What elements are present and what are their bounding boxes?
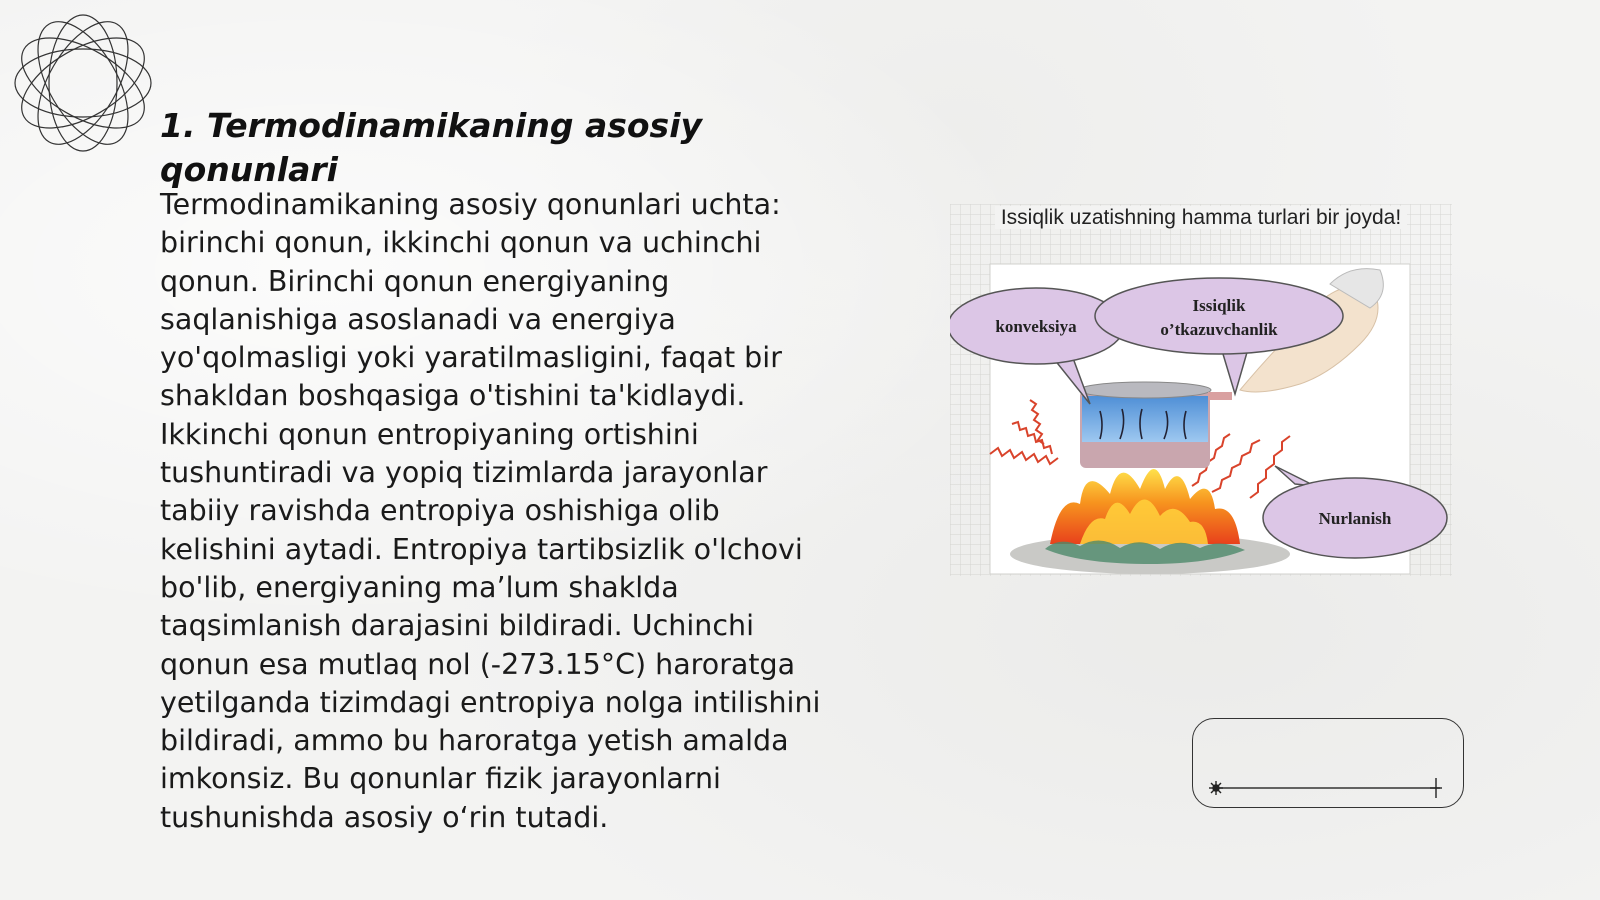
heat-transfer-figure — [950, 204, 1452, 576]
heat-transfer-illustration — [950, 204, 1452, 576]
convection-label: konveksiya — [995, 317, 1077, 336]
timeline-line-icon — [1192, 718, 1464, 808]
slide-title: 1. Termodinamikaning asosiy qonunlari — [160, 106, 703, 189]
conduction-label-line1: Issiqlik — [1192, 296, 1246, 315]
figure-caption — [950, 204, 1452, 232]
decorative-timeline-box — [1192, 718, 1464, 808]
figure-caption-text: Issiqlik uzatishning hamma turlari bir joyda! — [995, 206, 1407, 229]
decorative-circle-pattern-icon — [8, 8, 158, 158]
radiation-label: Nurlanish — [1318, 509, 1392, 528]
conduction-label-line2: o’tkazuvchanlik — [1160, 320, 1278, 339]
slide-body-text: Termodinamikaning asosiy qonunlari uchta: birinchi qonun, ikkinchi qonun va uchinchi qonun. Birinchi qonun energiyaning saqlanishiga asoslanadi va energiya yo'qolmasligi yoki yaratilmasligini, faqat bir shakldan boshqasiga o'tishini ta'kidlaydi. Ikkinchi qonun entropiyaning ortishini tushuntiradi va yopiq tizimlarda jarayonlar tabiiy ravishda entropiya oshishiga olib kelishini aytadi. Entropiya tartibsizlik o'lchovi bo'lib, energiyaning ma’lum shaklda taqsimlanish darajasini bildiradi. Uchinchi qonun esa mutlaq nol (-273.15°C) haroratga yetilganda tizimdagi entropiya nolga intilishini bildiradi, ammo bu haroratga yetish amalda imkonsiz. Bu qonunlar fizik jarayonlarni tushunishda asosiy o‘rin tutadi. — [160, 188, 821, 834]
